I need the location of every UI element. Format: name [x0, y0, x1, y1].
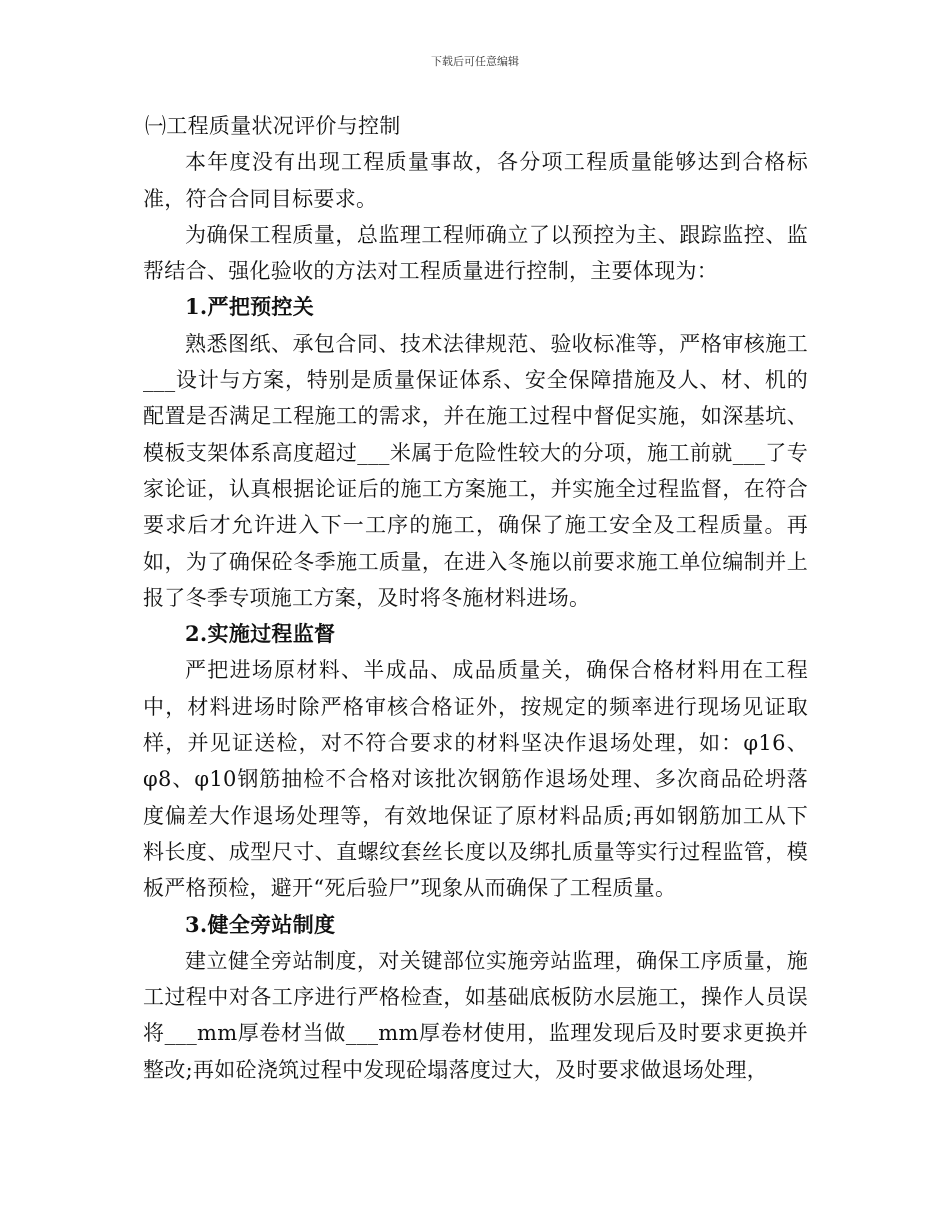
paragraph: 严把进场原材料、半成品、成品质量关，确保合格材料用在工程中，材料进场时除严格审核合格证外，按规定的频率进行现场见证取样，并见证送检，对不符合要求的材料坚决作退场处理，如：φ16、φ8、φ10钢筋抽检不合格对该批次钢筋作退场处理、多次商品砼坍落度偏差大作退场处理等，有效地保证了原材料品质;再如钢筋加工从下料长度、成型尺寸、直螺纹套丝长度以及绑扎质量等实行过程监管，模板严格预检，避开“死后验尸”现象从而确保了工程质量。 — [143, 658, 808, 901]
page-header: 下载后可任意编辑 — [431, 55, 519, 68]
section-title: ㈠工程质量状况评价与控制 — [145, 114, 401, 138]
subheading: 2.实施过程监督 — [185, 621, 336, 647]
paragraph: 建立健全旁站制度，对关键部位实施旁站监理，确保工序质量，施工过程中对各工序进行严格检查，如基础底板防水层施工，操作人员误将___mm厚卷材当做___mm厚卷材使用，监理发现后及时要求更换并整改;再如砼浇筑过程中发现砼塌落度过大，及时要求做退场处理， — [143, 948, 808, 1082]
paragraph: 本年度没有出现工程质量事故，各分项工程质量能够达到合格标准，符合合同目标要求。 — [143, 150, 808, 211]
document-body — [143, 108, 808, 1088]
subheading: 1.严把预控关 — [185, 294, 315, 320]
paragraph: 为确保工程质量，总监理工程师确立了以预控为主、跟踪监控、监帮结合、强化验收的方法对工程质量进行控制，主要体现为： — [143, 222, 808, 284]
subheading: 3.健全旁站制度 — [185, 911, 336, 937]
paragraph: 熟悉图纸、承包合同、技术法律规范、验收标准等，严格审核施工___设计与方案，特别是质量保证体系、安全保障措施及人、材、机的配置是否满足工程施工的需求，并在施工过程中督促实施，如深基坑、模板支架体系高度超过___米属于危险性较大的分项，施工前就___了专家论证，认真根据论证后的施工方案施工，并实施全过程监督，在符合要求后才允许进入下一工序的施工，确保了施工安全及工程质量。再如，为了确保砼冬季施工质量，在进入冬施以前要求施工单位编制并上报了冬季专项施工方案，及时将冬施材料进场。 — [143, 331, 808, 610]
